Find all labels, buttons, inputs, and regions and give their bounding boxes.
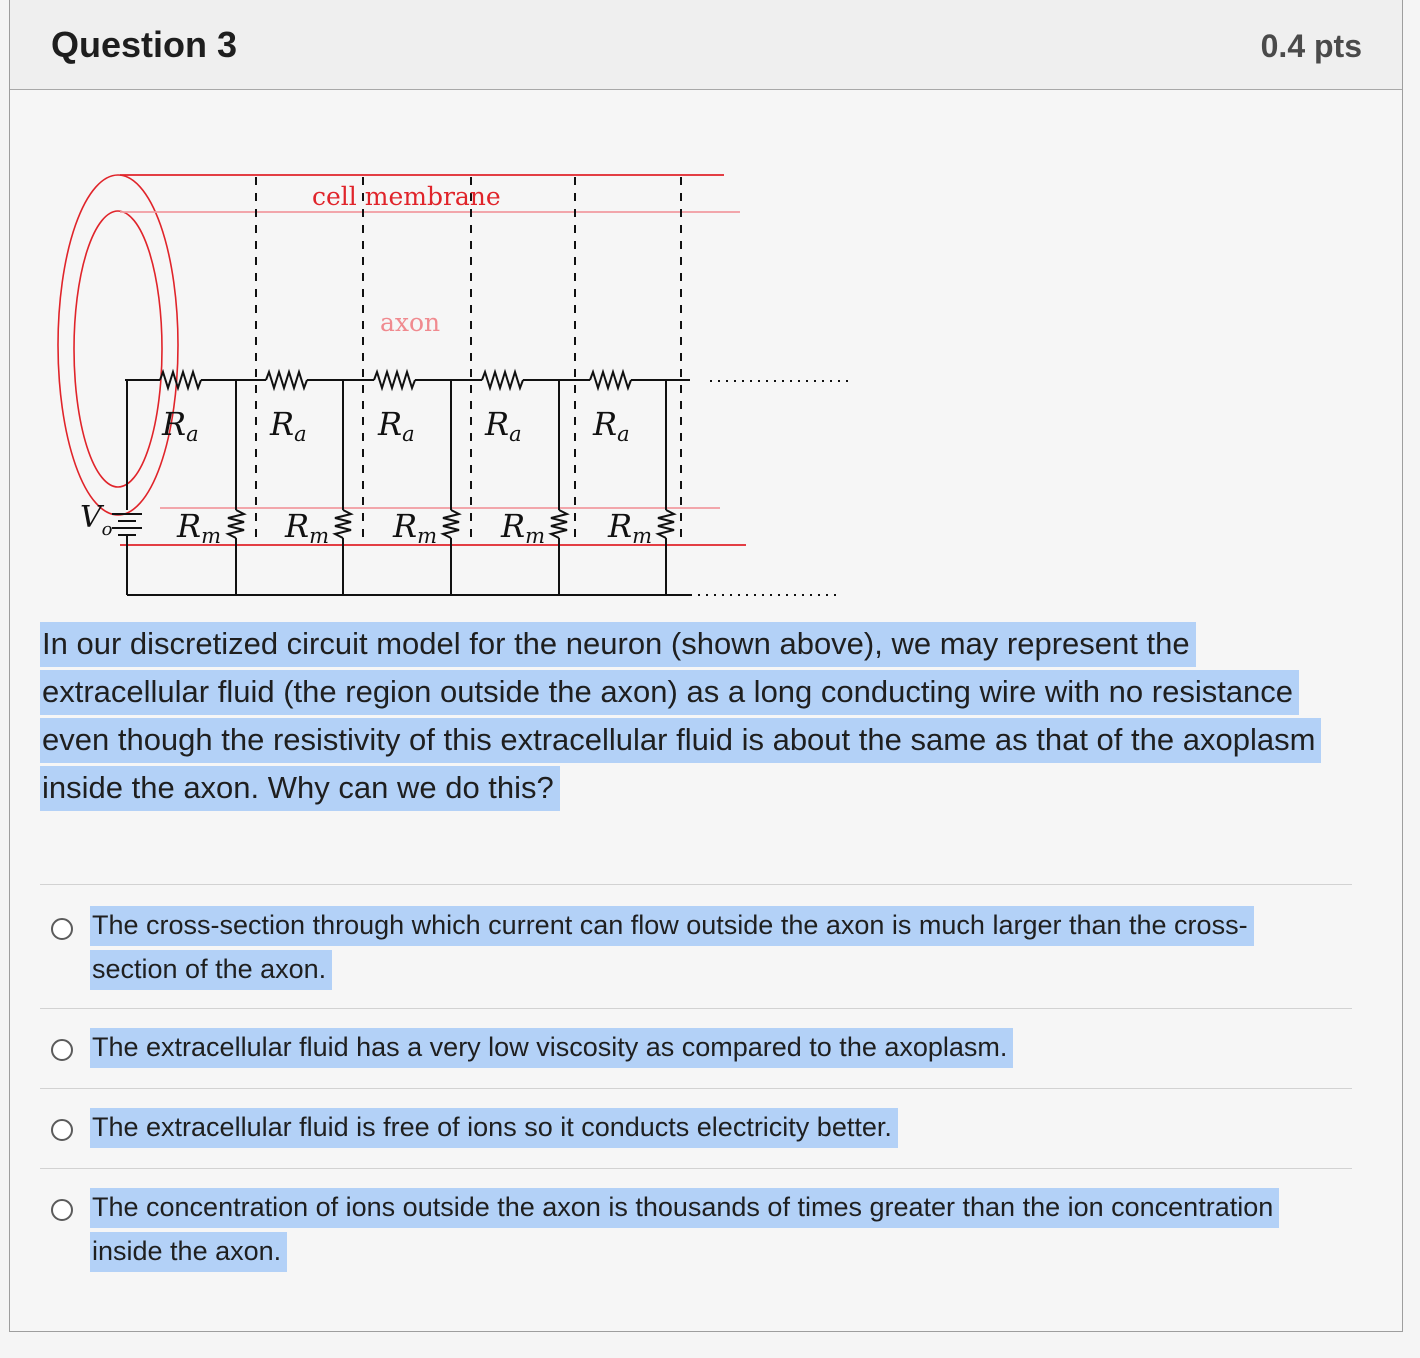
rm-label: Rm — [608, 507, 653, 548]
radio-button[interactable] — [51, 1199, 73, 1221]
cell-membrane-label: cell membrane — [312, 182, 501, 211]
rm-labels — [176, 507, 652, 548]
question-title: Question 3 — [51, 24, 238, 65]
membrane-inner-ellipse — [74, 211, 162, 487]
question-header — [10, 0, 1402, 90]
axon-label: axon — [380, 308, 441, 337]
rm-label: Rm — [285, 507, 330, 548]
answer-option[interactable] — [40, 1168, 1352, 1288]
answer-option[interactable] — [40, 1088, 1352, 1168]
answer-option[interactable] — [40, 1008, 1352, 1088]
section-dashed-lines — [256, 177, 681, 537]
ra-label: Ra — [270, 405, 307, 446]
neuron-circuit-diagram — [50, 165, 860, 610]
question-text-line: inside the axon. Why can we do this? — [40, 766, 560, 811]
question-text — [40, 620, 1360, 812]
question-text-line: In our discretized circuit model for the neuron (shown above), we may represent the — [40, 622, 1196, 667]
radio-button[interactable] — [51, 1119, 73, 1141]
ra-label: Ra — [485, 405, 522, 446]
membrane-outer-ellipse — [58, 175, 178, 515]
ra-label: Ra — [593, 405, 630, 446]
question-text-line: even though the resistivity of this extracellular fluid is about the same as that of the axoplasm — [40, 718, 1321, 763]
answer-label[interactable]: The concentration of ions outside the axon is thousands of times greater than the ion concentration inside the axon. — [90, 1185, 1330, 1273]
answer-option[interactable] — [40, 884, 1352, 1008]
rm-label: Rm — [177, 507, 222, 548]
axial-resistor-chain — [125, 372, 690, 388]
radio-button[interactable] — [51, 918, 73, 940]
radio-button[interactable] — [51, 1039, 73, 1061]
question-text-line: extracellular fluid (the region outside the axon) as a long conducting wire with no resistance — [40, 670, 1299, 715]
answer-label[interactable]: The extracellular fluid has a very low viscosity as compared to the axoplasm. — [90, 1025, 1330, 1069]
ra-label: Ra — [162, 405, 199, 446]
rm-label: Rm — [501, 507, 546, 548]
answer-list — [40, 884, 1352, 1288]
ra-label: Ra — [378, 405, 415, 446]
rm-label: Rm — [393, 507, 438, 548]
v0-label: $V_o$ — [80, 500, 113, 540]
answer-label[interactable]: The cross-section through which current can flow outside the axon is much larger than the cross- section of the axon. — [90, 903, 1330, 991]
answer-label[interactable]: The extracellular fluid is free of ions so it conducts electricity better. — [90, 1105, 1330, 1149]
battery-symbol — [112, 514, 142, 535]
question-points: 0.4 pts — [1260, 28, 1362, 64]
